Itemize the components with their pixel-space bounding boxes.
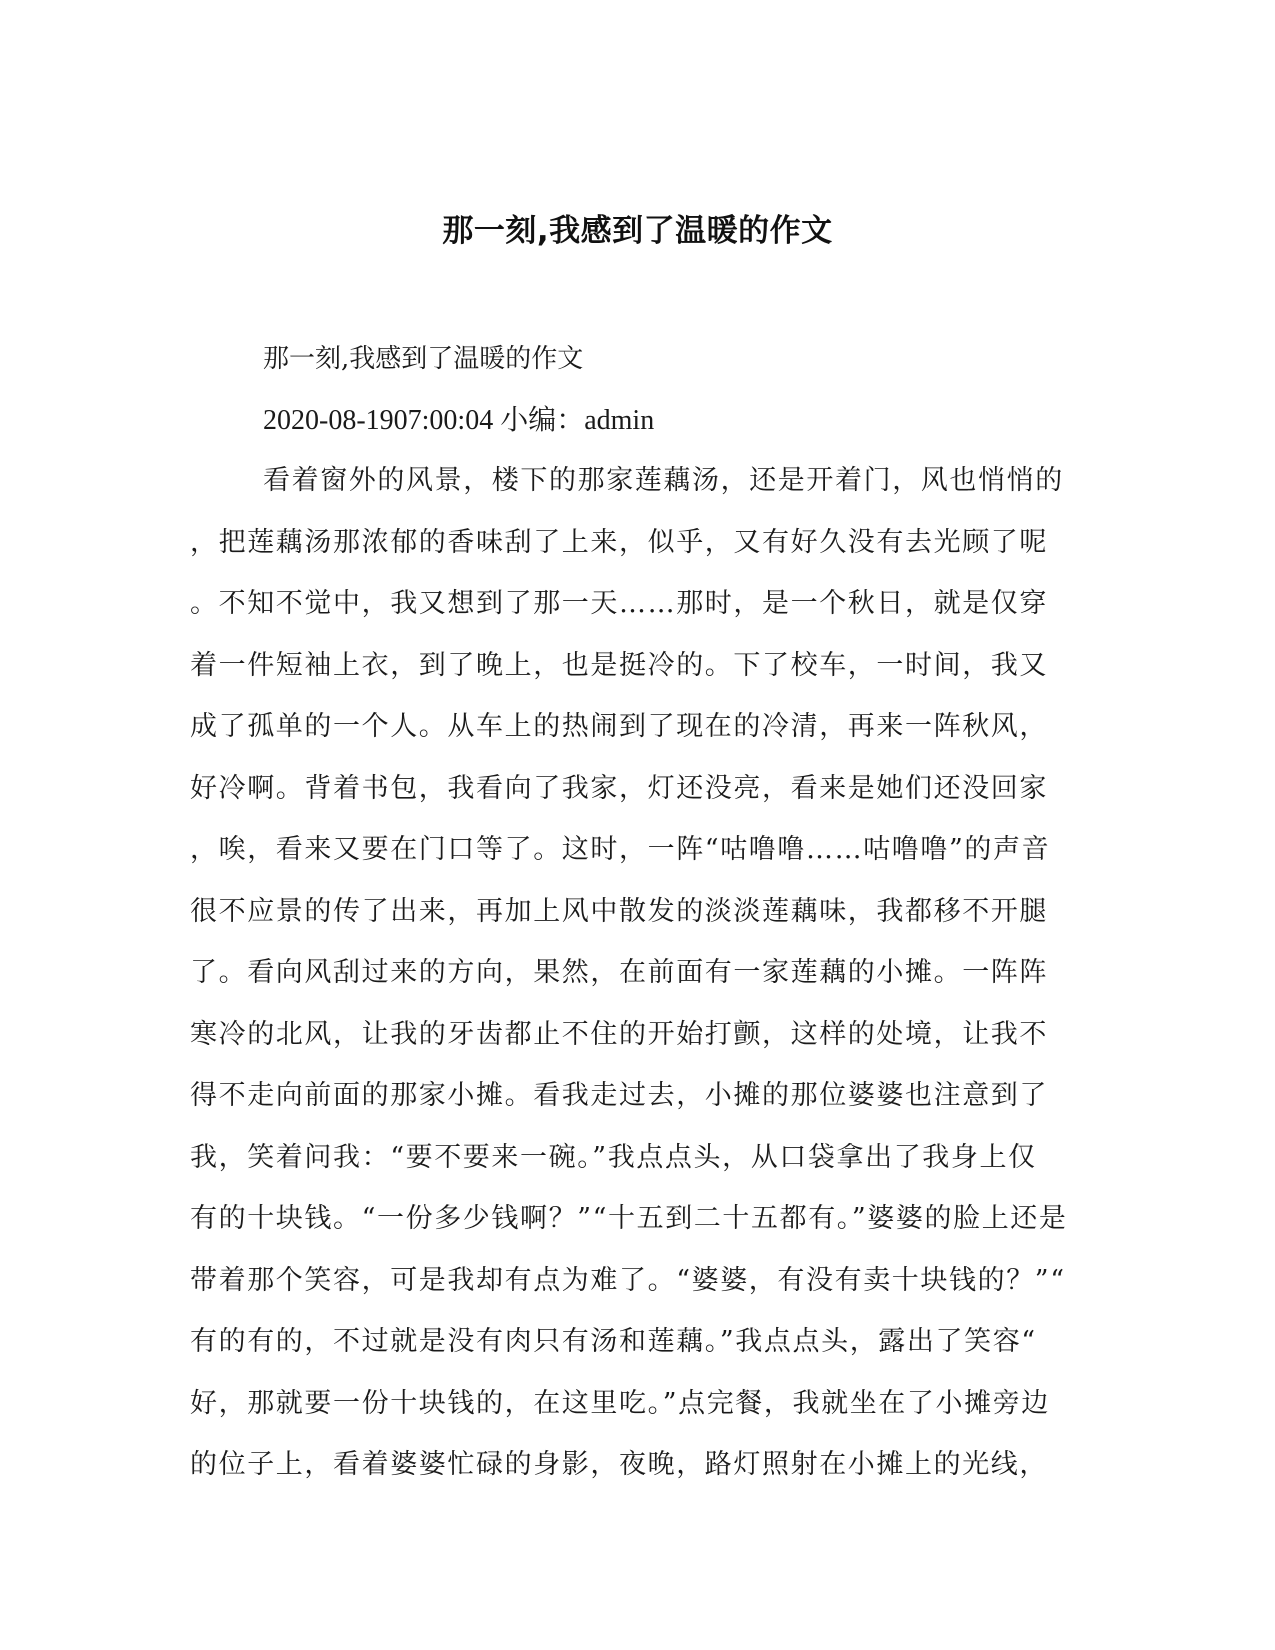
- body-line: 很不应景的传了出来，再加上风中散发的淡淡莲藕味，我都移不开腿: [190, 895, 1048, 927]
- body-line: 着一件短袖上衣，到了晚上，也是挺冷的。下了校车，一时间，我又: [190, 649, 1048, 681]
- body-line: 有的有的，不过就是没有肉只有汤和莲藕。”我点点头，露出了笑容“: [190, 1326, 1037, 1357]
- body-line: 。不知不觉中，我又想到了那一天……那时，是一个秋日，就是仅穿: [190, 588, 1048, 619]
- body-line: 好冷啊。背着书包，我看向了我家，灯还没亮，看来是她们还没回家: [190, 772, 1048, 804]
- body-line: 寒冷的北风，让我的牙齿都止不住的开始打颤，这样的处境，让我不: [190, 1018, 1048, 1050]
- body-line: ，把莲藕汤那浓郁的香味刮了上来，似乎，又有好久没有去光顾了呢: [190, 526, 1048, 558]
- body-line: 好，那就要一份十块钱的，在这里吃。”点完餐，我就坐在了小摊旁边: [190, 1387, 1050, 1419]
- body-line: 我，笑着问我：“要不要来一碗。”我点点头，从口袋拿出了我身上仅: [190, 1141, 1037, 1173]
- body-line: 得不走向前面的那家小摊。看我走过去，小摊的那位婆婆也注意到了: [190, 1080, 1048, 1111]
- body-line: 了。看向风刮过来的方向，果然，在前面有一家莲藕的小摊。一阵阵: [190, 957, 1048, 988]
- body-line: ，唉，看来又要在门口等了。这时，一阵“咕噜噜……咕噜噜”的声音: [190, 834, 1051, 865]
- body-line: 成了孤单的一个人。从车上的热闹到了现在的冷清，再来一阵秋风，: [190, 711, 1048, 742]
- body-line: 有的十块钱。“一份多少钱啊？”“十五到二十五都有。”婆婆的脸上还是: [190, 1203, 1068, 1234]
- body-line: 的位子上，看着婆婆忙碌的身影，夜晚，路灯照射在小摊上的光线，: [190, 1449, 1048, 1480]
- body-line: 看着窗外的风景，楼下的那家莲藕汤，还是开着门，风也悄悄的: [263, 465, 1064, 496]
- date-author-line: 2020-08-1907:00:04 小编：admin: [263, 405, 655, 436]
- document-title: 那一刻,我感到了温暖的作文: [442, 213, 833, 249]
- article-subtitle: 那一刻,我感到了温暖的作文: [263, 344, 584, 374]
- article-body: [190, 450, 1090, 1496]
- body-line: 带着那个笑容，可是我却有点为难了。“婆婆，有没有卖十块钱的？”“: [190, 1264, 1066, 1296]
